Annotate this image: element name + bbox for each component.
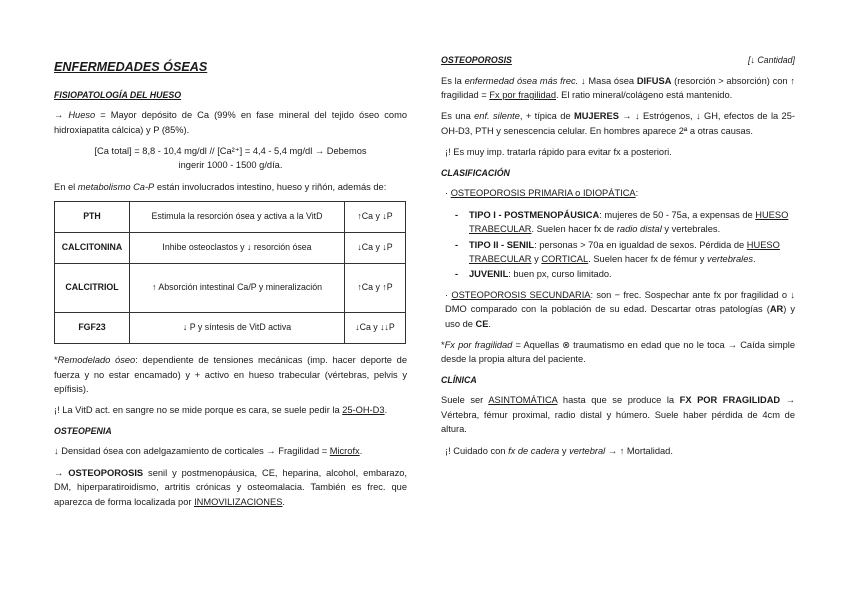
osteopenia-heading: OSTEOPENIA xyxy=(54,425,112,436)
metabolismo-paragraph: En el metabolismo Ca-P están involucrados intestino, hueso y riñón, además de: xyxy=(54,181,387,192)
calcium-values: [Ca total] = 8,8 - 10,4 mg/dl // [Ca²⁺] = 4,4 - 5,4 mg/dl → Debemos ingerir 1000 - 1500 g/día. xyxy=(94,145,367,171)
clasificacion-heading: CLASIFICACIÓN xyxy=(441,167,510,178)
table-cell-effect: ↓Ca y ↓P xyxy=(345,233,406,264)
page-title: ENFERMEDADES ÓSEAS xyxy=(54,60,208,74)
remodelado-paragraph: *Remodelado óseo: dependiente de tensiones mecánicas (imp. hacer deporte de fuerza y no estar encamado) y + activo en hueso trabecular (vértebras, pelvis y epífisis). xyxy=(54,355,407,394)
table-cell-name: FGF23 xyxy=(55,313,130,344)
table-cell-desc: Inhibe osteoclastos y ↓ resorción ósea xyxy=(130,233,345,264)
osteoporosis-silent-paragraph: Es una enf. silente, + típica de MUJERES → ↓ Estrógenos, ↓ GH, efectos de la 25-OH-D3, PTH y senescencia celular. En hombres aparece 2ª a otras causas. xyxy=(441,111,795,136)
vitd-paragraph: ¡! La VitD act. en sangre no se mide porque es cara, se suele pedir la 25-OH-D3. xyxy=(54,405,388,416)
secundaria-paragraph: · OSTEOPOROSIS SECUNDARIA: son − frec. Sospechar ante fx por fragilidad o ↓ DMO comparado con la población de su edad. Descartar otras patologías (AR) y uso de CE. xyxy=(445,289,796,329)
osteoporosis-header xyxy=(441,54,795,68)
primaria-list xyxy=(441,208,795,282)
arrow-right-icon: → xyxy=(54,467,69,478)
left-column xyxy=(54,54,407,516)
list-item: - TIPO I - POSTMENOPÁUSICA: mujeres de 50 - 75a, a expensas de HUESO TRABECULAR. Suelen hacer fx de radio distal y vertebrales. xyxy=(469,208,795,237)
hueso-paragraph: → Hueso = Mayor depósito de Ca (99% en fase mineral del tejido óseo como hidroxiapatita cálcica) y P (85%). xyxy=(54,110,407,135)
arrow-right-icon: → xyxy=(54,110,69,121)
osteoporosis-causes-paragraph: → OSTEOPOROSIS senil y postmenopáusica, CE, heparina, alcohol, embarazo, DM, hiperparatiroidismo, artritis crónicas y osteomalacia. También es frec. que aparezca de forma localizada por INMOVILIZACIONES. xyxy=(54,467,407,507)
table-cell-name: CALCITRIOL xyxy=(55,264,130,313)
right-column xyxy=(441,54,795,465)
table-cell-desc: ↓ P y síntesis de VitD activa xyxy=(130,313,345,344)
clinica-heading: CLÍNICA xyxy=(441,374,477,385)
fisiopatologia-heading: FISIOPATOLOGÍA DEL HUESO xyxy=(54,89,182,100)
list-item: - JUVENIL: buen px, curso limitado. xyxy=(469,267,795,281)
osteoporosis-def-paragraph: Es la enfermedad ósea más frec. ↓ Masa ósea DIFUSA (resorción > absorción) con ↑ fragilidad = Fx por fragilidad. El ratio mineral/colágeno está mantenido. xyxy=(441,75,795,101)
osteoporosis-heading: OSTEOPOROSIS xyxy=(441,55,512,65)
table-cell-effect: ↓Ca y ↓↓P xyxy=(345,313,406,344)
hormone-table xyxy=(54,201,406,344)
table-row xyxy=(55,313,406,344)
table-cell-effect: ↑Ca y ↑P xyxy=(345,264,406,313)
osteopenia-paragraph: ↓ Densidad ósea con adelgazamiento de corticales → Fragilidad = Microfx. xyxy=(54,446,363,457)
table-cell-name: PTH xyxy=(55,202,130,233)
cantidad-tag: [↓ Cantidad] xyxy=(748,55,795,65)
table-cell-name: CALCITONINA xyxy=(55,233,130,264)
table-cell-effect: ↑Ca y ↓P xyxy=(345,202,406,233)
table-row xyxy=(55,202,406,233)
importance-note: ¡! Es muy imp. tratarla rápido para evitar fx a posteriori. xyxy=(445,147,672,158)
fx-fragilidad-paragraph: *Fx por fragilidad = Aquellas ⊗ traumatismo en edad que no le toca → Caída simple desde la propia altura del paciente. xyxy=(441,339,795,365)
table-row xyxy=(55,233,406,264)
primaria-heading: · OSTEOPOROSIS PRIMARIA o IDIOPÁTICA: xyxy=(445,188,639,199)
clinica-paragraph: Suele ser ASINTOMÁTICA hasta que se produce la FX POR FRAGILIDAD → Vértebra, fémur proximal, radio distal y húmero. Suele haber pérdida de 4cm de altura. xyxy=(441,395,795,435)
list-item: - TIPO II - SENIL: personas > 70a en igualdad de sexos. Pérdida de HUESO TRABECULAR y CORTICAL. Suelen hacer fx de fémur y vertebrales. xyxy=(469,238,795,267)
table-cell-desc: Estimula la resorción ósea y activa a la VitD xyxy=(130,202,345,233)
table-row xyxy=(55,264,406,313)
cuidado-note: ¡! Cuidado con fx de cadera y vertebral → ↑ Mortalidad. xyxy=(445,445,673,456)
table-cell-desc: ↑ Absorción intestinal Ca/P y mineralización xyxy=(130,264,345,313)
